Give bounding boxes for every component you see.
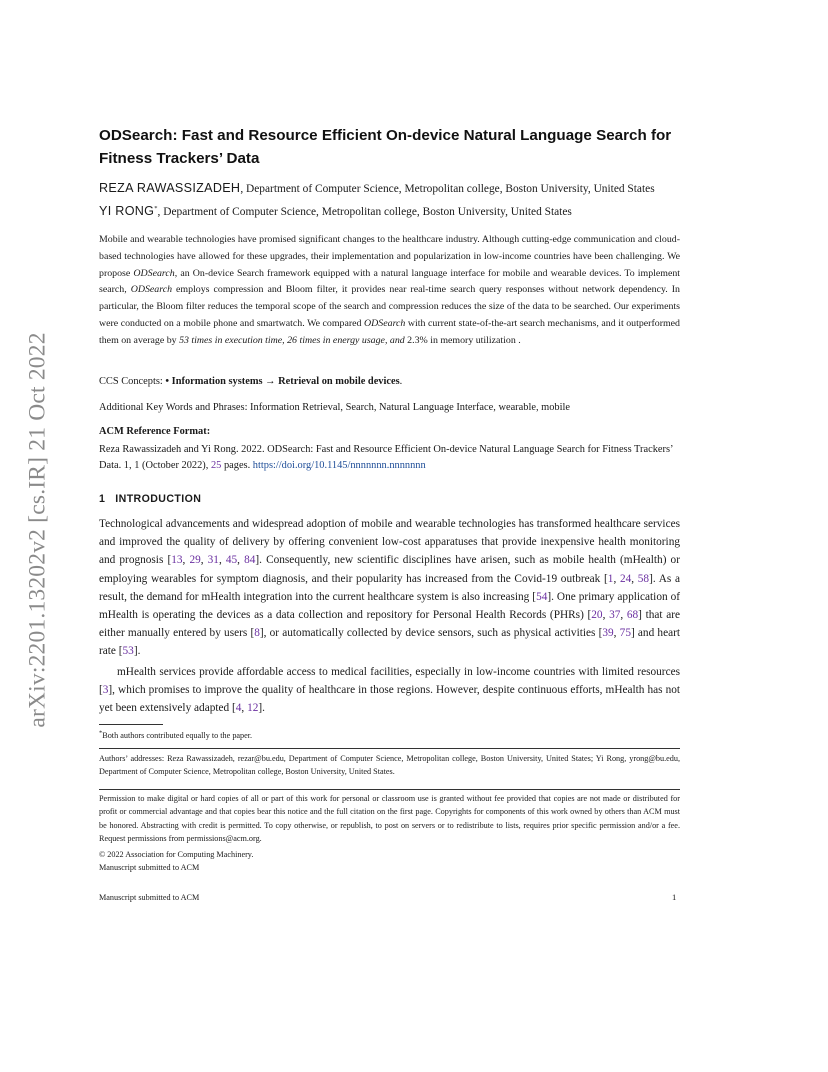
- acm-reference-heading: ACM Reference Format:: [99, 426, 211, 437]
- ccs-concepts: CCS Concepts: • Information systems → Retrieval on mobile devices.: [99, 376, 403, 387]
- copyright-notice: © 2022 Association for Computing Machinery.: [99, 850, 254, 859]
- citation-link[interactable]: 45: [225, 554, 238, 567]
- permission-notice: Permission to make digital or hard copies of all or part of this work for personal or classroom use is granted without fee provided that copies are not made or distributed for profit or commercial advantage and that copies bear this notice and the full citation on the first page. Copyrights for components of this work owned by others than ACM must be honored. Abstracting with credit is permitted. To copy otherwise, or republish, to post on servers or to redistribute to lists, requires prior specific permission and/or a fee. Request permissions from permissions@acm.org.: [99, 794, 680, 844]
- citation-link[interactable]: 20: [591, 609, 603, 622]
- citation-link[interactable]: 39: [602, 627, 614, 640]
- arxiv-stamp-text: arXiv:2201.13202v2 [cs.IR] 21 Oct 2022: [24, 332, 51, 728]
- author-2: [99, 203, 572, 220]
- citation-link[interactable]: 54: [536, 590, 548, 603]
- section-heading: 1 INTRODUCTION: [99, 493, 202, 505]
- citation-link[interactable]: 1: [607, 572, 614, 585]
- author-1: [99, 180, 655, 197]
- intro-paragraph-2: mHealth services provide affordable access to medical facilities, especially in low-income countries with limited resources [3], which promises to improve the quality of healthcare in those regions. However, despite continuous efforts, mHealth has not yet been extensively adapted [4, 12].: [99, 666, 680, 715]
- doi-link[interactable]: https://doi.org/10.1145/nnnnnnn.nnnnnnn: [252, 460, 426, 471]
- page-number: 1: [672, 892, 677, 902]
- footer-left: Manuscript submitted to ACM: [99, 893, 200, 902]
- citation-link[interactable]: 24: [619, 572, 632, 585]
- citation-link[interactable]: 75: [619, 627, 631, 640]
- author-1-affiliation: , Department of Computer Science, Metropolitan college, Boston University, United States: [240, 183, 655, 195]
- addresses-rule: [99, 748, 680, 749]
- author-addresses: Authors’ addresses: Reza Rawassizadeh, rezar@bu.edu, Department of Computer Science, Metropolitan college, Boston University, United States; Yi Rong, yrong@bu.edu, Department of Computer Science, Metropolitan college, Boston University, United States.: [99, 754, 680, 777]
- manuscript-note: Manuscript submitted to ACM: [99, 863, 200, 872]
- abstract: Mobile and wearable technologies have promised significant changes to the healthcare industry. Although cutting-edge communication and cloud-based technologies have allowed for these upgrades, their implementation and popularization in low-income countries have been challenging. We propose ODSearch, an On-device Search framework equipped with a natural language interface for mobile and wearable devices. To implement search, ODSearch employs compression and Bloom filter, it provides near real-time search query responses without network dependency. In particular, the Bloom filter reduces the temporal scope of the search and compression reduces the size of the data to be searched. Our experiments were conducted on a mobile phone and smartwatch. We compared ODSearch with current state-of-the-art search mechanisms, and it outperformed them on average by 53 times in execution time, 26 times in energy usage, and 2.3% in memory utilization .: [99, 234, 681, 346]
- title-line-1: ODSearch: Fast and Resource Efficient On-device Natural Language Search for: [99, 127, 672, 144]
- citation-link[interactable]: 53: [122, 645, 134, 658]
- citation-link[interactable]: 29: [189, 554, 201, 567]
- citation-link[interactable]: 58: [637, 572, 650, 585]
- acm-reference-line-1: Reza Rawassizadeh and Yi Rong. 2022. ODSearch: Fast and Resource Efficient On-device Natural Language Search for Fitness Trackers’: [99, 444, 674, 455]
- citation-link[interactable]: 4: [235, 702, 242, 715]
- footnote-rule: [99, 724, 163, 725]
- title-line-2: Fitness Trackers’ Data: [99, 150, 260, 167]
- citation-link[interactable]: 31: [207, 554, 219, 567]
- citation-link[interactable]: 84: [244, 554, 256, 567]
- permission-rule: [99, 789, 680, 790]
- keywords: Additional Key Words and Phrases: Information Retrieval, Search, Natural Language Interface, wearable, mobile: [99, 402, 570, 413]
- author-2-mark: *: [154, 205, 158, 213]
- arxiv-stamp: [18, 300, 58, 760]
- citation-link[interactable]: 8: [254, 627, 260, 640]
- footnote: *Both authors contributed equally to the paper.: [99, 729, 253, 740]
- acm-reference-line-2: Data. 1, 1 (October 2022), 25 pages. https://doi.org/10.1145/nnnnnnn.nnnnnnn: [99, 460, 426, 471]
- intro-paragraph-1: Technological advancements and widespread adoption of mobile and wearable technologies has transformed healthcare services and improved the quality of delivery by offering convenient low-cost apparatuses that provide inexpensive health monitoring and prognosis [13, 29, 31, 45, 84]. Consequently, new scientific disciplines have arisen, such as mobile health (mHealth) or employing wearables for symptom diagnosis, and their popularity has increased from the Covid-19 outbreak [1, 24, 58]. As a result, the demand for mHealth integration into the current healthcare system is also increasing [54]. One primary application of mHealth is operating the devices as a data collection and repository for Personal Health Records (PHRs) [20, 37, 68] that are either manually entered by users [8], or automatically collected by device sensors, such as physical activities [39, 75] and heart rate [53].: [99, 518, 680, 658]
- pages-link[interactable]: 25: [210, 460, 222, 471]
- author-2-name: YI RONG: [99, 204, 155, 218]
- author-1-name: REZA RAWASSIZADEH: [99, 181, 241, 195]
- author-2-affiliation: , Department of Computer Science, Metropolitan college, Boston University, United States: [157, 206, 572, 218]
- citation-link[interactable]: 12: [247, 702, 259, 715]
- citation-link[interactable]: 37: [609, 609, 621, 622]
- paper-title: [99, 124, 699, 170]
- citation-link[interactable]: 68: [626, 609, 639, 622]
- citation-link[interactable]: 3: [102, 684, 109, 697]
- citation-link[interactable]: 13: [171, 554, 183, 567]
